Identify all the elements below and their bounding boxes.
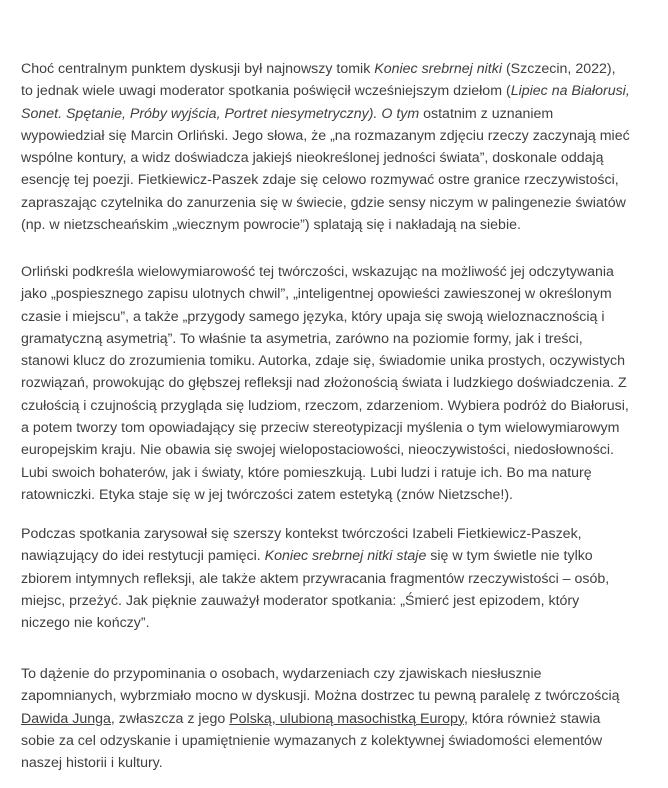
text-line [21, 80, 661, 102]
text-line: Orliński podkreśla wielowymiarowość tej twórczości, wskazując na możliwość jej odczytywania [21, 264, 614, 280]
text: (Szczecin, 2022), [502, 61, 616, 77]
text-line: zapraszając czytelnika do zanurzenia się w świecie, gdzie sensy niczym w palingenezie światów [21, 194, 626, 211]
text-line: Lubi swoich bohaterów, jak i światy, które pomieszkują. Lubi ludzi i ratuje ich. Bo ma naturę [21, 464, 592, 481]
text-line: esencję tej poezji. Fietkiewicz-Paszek zdaje się celowo rozmywać ostre granice rzeczywistości, [21, 172, 619, 189]
text-line: a potem tworzy tom opowiadający się przeciw stereotypizacji myślenia o tym wielowymiarowym [21, 420, 620, 437]
article-body [21, 58, 661, 772]
text-line: czułością i czujnością przygląda się ludziom, rzeczom, zdarzeniom. Wybiera podróż do Białorusi, [21, 397, 629, 414]
text-line: gramatyczną asymetrią”. To właśnie ta asymetria, zarówno na poziomie formy, jak i treści, [21, 330, 583, 347]
link-polska-ulubiona-masochistka-europy[interactable]: Polską, ulubioną masochistką Europy [229, 710, 464, 727]
text-line: jako „pospiesznego zapisu ulotnych chwil”, „inteligentnej opowieści zawieszonej w określonym [21, 286, 612, 303]
text-line: niczego nie kończy”. [21, 615, 150, 632]
book-title: Koniec srebrnej nitki staje [264, 548, 427, 565]
text-line: miejsc, przeżyć. Jak pięknie zauważył moderator spotkania: „Śmierć jest epizodem, który [21, 592, 580, 609]
text-line: rozwiązań, prowokując do głębszej refleksji nad złożonością świata i ludzkiego doświadczenia. Z [21, 375, 627, 392]
book-title: Lipiec na Białorusi, [510, 83, 630, 100]
text-line: ratowniczki. Etyka staje się w jej twórczości zatem estetyką (znów Nietzsche!). [21, 486, 513, 503]
text-line: wspólne kontury, a widz doświadcza jakiejś nieokreślonej jedności świata”, doskonale oddają [21, 150, 604, 167]
paragraph-2 [21, 261, 629, 506]
text-line: zapomnianych, wybrzmiało mocno w dyskusji. Można dostrzec tu pewną paralelę z twórczością [21, 688, 620, 705]
text-line: stanowi klucz do zrozumienia tomiku. Autorka, zdaje się, świadomie unika prostych, oczywistych [21, 353, 626, 370]
text-line: To dążenie do przypominania o osobach, wydarzeniach czy zjawiskach niesłusznie [21, 666, 542, 682]
paragraph-4 [21, 663, 620, 774]
text-line: (np. w nietzscheańskim „wiecznym powrocie”) splatają się i nakładają na siebie. [21, 217, 521, 234]
text: nawiązujący do idei restytucji pamięci. [21, 548, 265, 565]
text-line: europejskim kraju. Nie obawia się swojej wielopostaciowości, nieoczywistości, niedosłowności. [21, 442, 614, 459]
text: , która również stawia [463, 710, 601, 727]
text-line [21, 545, 609, 567]
paragraph-3 [21, 523, 609, 634]
text-line [21, 103, 661, 125]
text-line: czasie i miejscu”, a także „przygody samego języka, który upaja się swoją wieloznacznością i [21, 308, 605, 325]
text-line [21, 708, 620, 730]
text-line: wypowiedział się Marcin Orliński. Jego słowa, że „na rozmazanym zdjęciu rzeczy zaczynają mieć [21, 127, 630, 144]
text: ostatnim z uznaniem [419, 105, 554, 122]
text: Choć centralnym punktem dyskusji był najnowszy tomik [21, 61, 375, 77]
text: się w tym świetle nie tylko [426, 548, 593, 565]
text-line [21, 58, 661, 80]
text-line: zbiorem intymnych refleksji, ale także aktem przywracania fragmentów rzeczywistości – osób, [21, 570, 610, 587]
book-title: Koniec srebrnej nitki [374, 61, 502, 77]
paragraph-1 [21, 58, 661, 236]
text: to jednak wiele uwagi moderator spotkania poświęcił wcześniejszym dziełom ( [21, 83, 511, 100]
text-line: sobie za cel odzyskanie i upamiętnienie wymazanych z kolektywnej świadomości elementów [21, 732, 603, 749]
text-line: Podczas spotkania zarysował się szerszy kontekst twórczości Izabeli Fietkiewicz-Paszek, [21, 526, 582, 542]
text: , zwłaszcza z jego [110, 710, 230, 727]
book-title: Sonet. Spętanie, Próby wyjścia, Portret niesymetryczny). O tym [21, 105, 420, 122]
text-line: naszej historii i kultury. [21, 755, 163, 772]
link-dawid-jung[interactable]: Dawida Junga [21, 710, 111, 727]
